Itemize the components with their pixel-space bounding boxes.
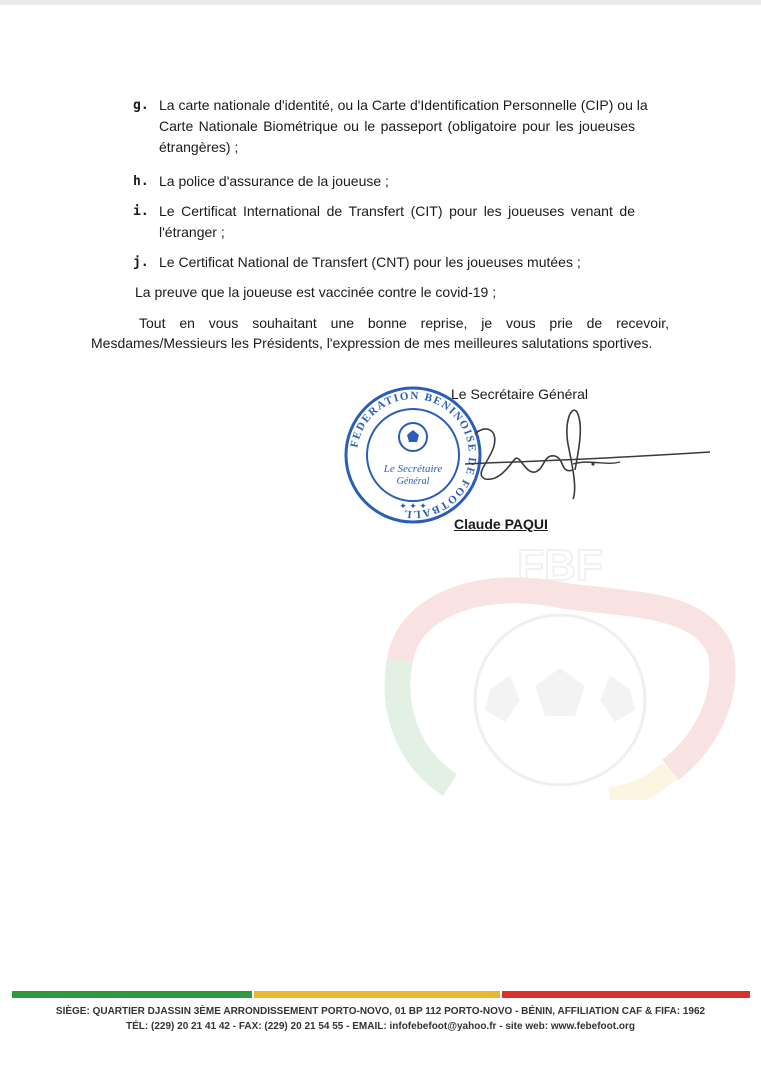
list-text bbox=[159, 252, 635, 273]
list-text bbox=[159, 95, 648, 158]
list-text-line: Carte Nationale Biométrique ou le passeport (obligatoire pour les joueuses bbox=[159, 118, 635, 134]
footer-contact: TÉL: (229) 20 21 41 42 - FAX: (229) 20 21 54 55 - EMAIL: infofebefoot@yahoo.fr - site web: www.febefoot.org bbox=[126, 1021, 635, 1032]
stamp-outer-text: FEDERATION BENINOISE DE FOOTBALL bbox=[348, 389, 479, 521]
watermark-label: FBF bbox=[517, 541, 603, 590]
list-marker: j. bbox=[133, 255, 149, 270]
signatory-name: Claude PAQUI bbox=[454, 516, 548, 532]
list-text-line: Le Certificat International de Transfert (CIT) pour les joueuses venant de bbox=[159, 203, 635, 219]
list-text-line: La carte nationale d'identité, ou la Carte d'Identification Personnelle (CIP) ou la bbox=[159, 97, 648, 113]
list-text bbox=[159, 201, 635, 243]
list-marker: g. bbox=[133, 98, 149, 113]
closing-line-2: Mesdames/Messieurs les Présidents, l'expression de mes meilleures salutations sportives. bbox=[91, 335, 653, 351]
stamp-inner-line-1: Le Secrétaire bbox=[383, 463, 443, 475]
list-text-line: étrangères) ; bbox=[159, 139, 239, 155]
svg-text:✦ ✦ ✦: ✦ ✦ ✦ bbox=[399, 501, 427, 511]
list-text-line: l'étranger ; bbox=[159, 224, 225, 240]
list-marker: h. bbox=[133, 174, 149, 189]
list-marker: i. bbox=[133, 204, 149, 219]
footer-bar-yellow bbox=[254, 991, 500, 998]
vaccine-requirement: La preuve que la joueuse est vaccinée contre le covid-19 ; bbox=[135, 284, 497, 300]
handwritten-signature bbox=[465, 404, 715, 504]
stamp-inner-line-2: Général bbox=[396, 476, 430, 487]
fbf-watermark bbox=[370, 540, 750, 800]
closing-line-1: Tout en vous souhaitant une bonne reprise, je vous prie de recevoir, bbox=[139, 315, 669, 331]
list-text-line: Le Certificat National de Transfert (CNT) pour les joueuses mutées ; bbox=[159, 254, 581, 270]
signatory-title: Le Secrétaire Général bbox=[451, 386, 588, 402]
footer-address: SIÈGE: QUARTIER DJASSIN 3ÈME ARRONDISSEMENT PORTO-NOVO, 01 BP 112 PORTO-NOVO - BÉNIN, AFFILIATION CAF & FIFA: 1962 bbox=[55, 1006, 706, 1017]
footer-bar-green bbox=[12, 991, 252, 998]
footer-bar-red bbox=[502, 991, 750, 998]
top-edge-strip bbox=[0, 0, 761, 5]
list-text bbox=[159, 171, 635, 192]
list-text-line: La police d'assurance de la joueuse ; bbox=[159, 173, 389, 189]
federation-stamp bbox=[343, 385, 483, 525]
